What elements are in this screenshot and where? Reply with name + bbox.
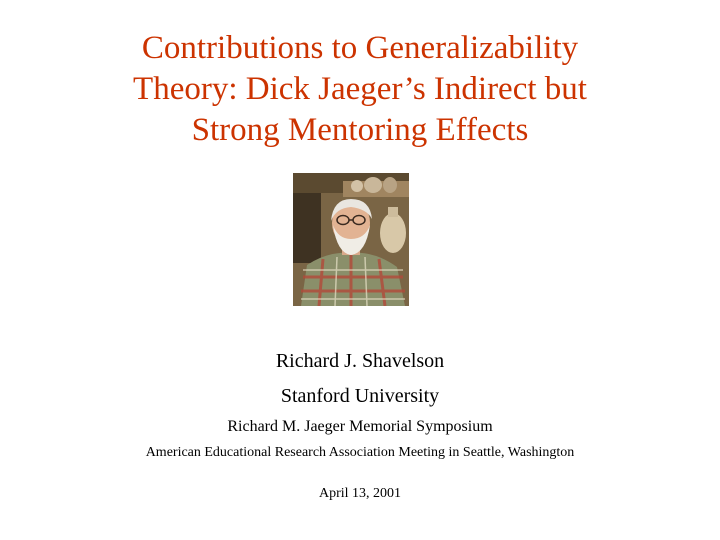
- symposium-name: Richard M. Jaeger Memorial Symposium: [227, 418, 493, 435]
- slide-title: [40, 28, 680, 151]
- title-line-1: Contributions to Generalizability: [141, 30, 579, 66]
- title-line-2: Theory: Dick Jaeger’s Indirect but: [133, 71, 587, 107]
- author-name: Richard J. Shavelson: [275, 350, 445, 372]
- portrait-photo: [293, 173, 409, 306]
- portrait-photo-drawing: [293, 173, 409, 306]
- presentation-date: April 13, 2001: [318, 486, 402, 501]
- title-line-3: Strong Mentoring Effects: [191, 112, 529, 148]
- author-affiliation: Stanford University: [280, 385, 440, 407]
- meeting-name: American Educational Research Association Meeting in Seattle, Washington: [145, 445, 575, 460]
